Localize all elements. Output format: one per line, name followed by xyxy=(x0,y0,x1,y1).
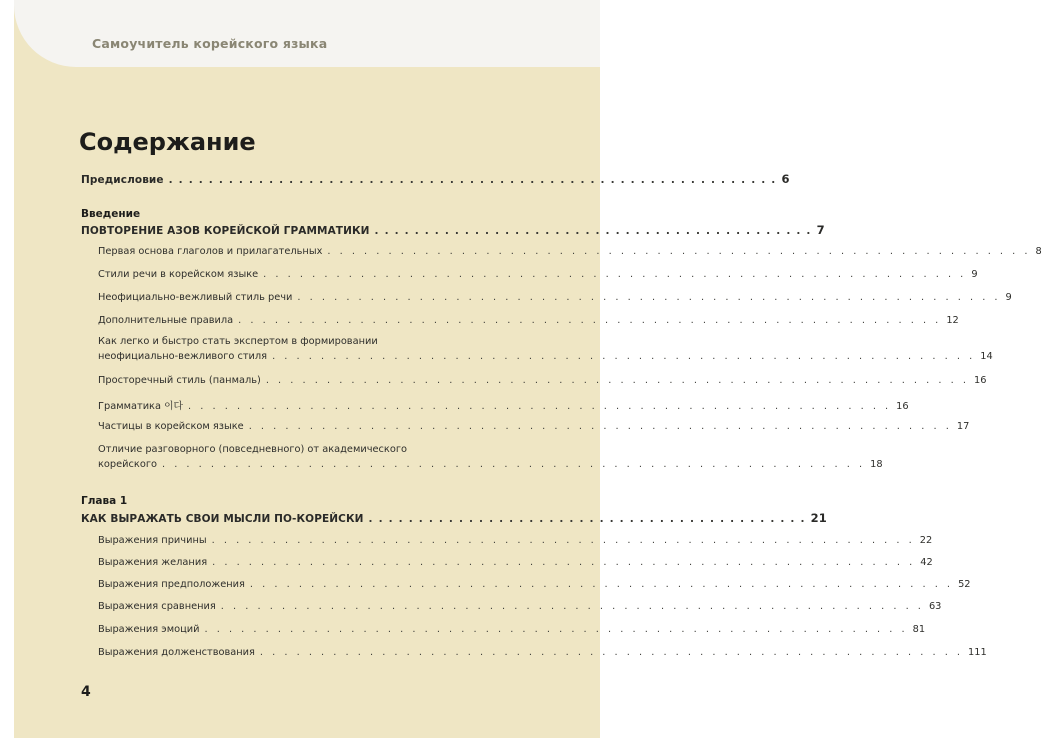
leader-dots: . . . . . . . . . . . . . . . . . . . . . . . . . . . . . . . . . . . . . . . . . . . . . . . . . . . . . . . . . . xyxy=(249,579,954,590)
toc-entry-label: Неофициально-вежливый стиль речи xyxy=(98,292,293,303)
leader-dots: . . . . . . . . . . . . . . . . . . . . . . . . . . . . . . . . . . . . . . . . . . . . . . . . . . . . . . . . . . . . . xyxy=(168,174,777,186)
toc-entry-label: Грамматика 이다 xyxy=(98,401,184,412)
toc-entry-label: Дополнительные правила xyxy=(98,315,234,326)
leader-dots: . . . . . . . . . . . . . . . . . . . . . . . . . . . . . . . . . . . . . . . . . . . . . . . . . . . . . . . . . . xyxy=(263,269,967,280)
toc-entry-page: 7 xyxy=(816,223,825,237)
toc-entry-page: 16 xyxy=(896,401,909,412)
toc-entry-page: 21 xyxy=(810,511,827,525)
toc-entry-line1: Как легко и быстро стать экспертом в формировании xyxy=(98,336,378,347)
toc-entry-label: Выражения предположения xyxy=(98,579,245,590)
leader-dots: . . . . . . . . . . . . . . . . . . . . . . . . . . . . . . . . . . . . . . . . . . . . . . . . . . . . . . . . . . xyxy=(188,401,892,412)
running-header-title: Самоучитель корейского языка xyxy=(92,36,328,51)
toc-entry-page: 17 xyxy=(956,421,970,432)
toc-entry[interactable] xyxy=(98,375,987,386)
toc-entry-page: 12 xyxy=(946,315,959,326)
toc-entry[interactable] xyxy=(98,398,909,412)
toc-entry-label: ПОВТОРЕНИЕ АЗОВ КОРЕЙСКОЙ ГРАММАТИКИ xyxy=(81,225,370,237)
page-number: 4 xyxy=(81,684,91,700)
toc-entry[interactable] xyxy=(98,421,970,432)
toc-entry[interactable] xyxy=(98,601,942,612)
leader-dots: . . . . . . . . . . . . . . . . . . . . . . . . . . . . . . . . . . . . . . . . . . . . . . . . . . . . . . . . . . xyxy=(248,421,952,432)
toc-entry[interactable] xyxy=(98,557,933,568)
leader-dots: . . . . . . . . . . . . . . . . . . . . . . . . . . . . . . . . . . . . . . . . . . . . . . . . . . . . . . . . . . xyxy=(161,459,866,470)
leader-dots: . . . . . . . . . . . . . . . . . . . . . . . . . . . . . . . . . . . . . . . . . . . . xyxy=(374,225,812,237)
leader-dots: . . . . . . . . . . . . . . . . . . . . . . . . . . . . . . . . . . . . . . . . . . . . . . . . . . . . . . . . . . xyxy=(238,315,942,326)
toc-entry-label: Частицы в корейском языке xyxy=(98,421,244,432)
toc-entry-preface[interactable] xyxy=(81,172,790,186)
section-label-intro: Введение xyxy=(81,208,141,220)
toc-entry[interactable] xyxy=(98,579,971,590)
toc-entry-label: Просторечный стиль (панмаль) xyxy=(98,375,261,386)
toc-title: Содержание xyxy=(79,128,256,156)
toc-entry-label: Предисловие xyxy=(81,174,164,186)
toc-entry-chapter1-heading[interactable] xyxy=(81,511,827,525)
toc-entry-label: КАК ВЫРАЖАТЬ СВОИ МЫСЛИ ПО-КОРЕЙСКИ xyxy=(81,513,364,525)
toc-entry-page: 111 xyxy=(968,647,987,658)
toc-entry[interactable] xyxy=(98,351,993,362)
toc-entry-page: 16 xyxy=(973,375,987,386)
toc-entry-page: 63 xyxy=(928,601,942,612)
toc-entry-label: Стили речи в корейском языке xyxy=(98,269,259,280)
toc-entry[interactable] xyxy=(98,269,978,280)
leader-dots: . . . . . . . . . . . . . . . . . . . . . . . . . . . . . . . . . . . . . . . . . . . . . . . . . . . . . . . . . . xyxy=(259,647,964,658)
leader-dots: . . . . . . . . . . . . . . . . . . . . . . . . . . . . . . . . . . . . . . . . . . . . . . . . . . . . . . . . . . xyxy=(211,535,915,546)
leader-dots: . . . . . . . . . . . . . . . . . . . . . . . . . . . . . . . . . . . . . . . . . . . . xyxy=(368,513,806,525)
leader-dots: . . . . . . . . . . . . . . . . . . . . . . . . . . . . . . . . . . . . . . . . . . . . . . . . . . . . . . . . . . xyxy=(220,601,924,612)
leader-dots: . . . . . . . . . . . . . . . . . . . . . . . . . . . . . . . . . . . . . . . . . . . . . . . . . . . . . . . . . . xyxy=(327,246,1031,257)
toc-entry-page: 22 xyxy=(919,535,933,546)
toc-entry-label: корейского xyxy=(98,459,157,470)
toc-entry-label: Выражения эмоций xyxy=(98,624,200,635)
toc-entry[interactable] xyxy=(98,459,883,470)
toc-entry-page: 18 xyxy=(870,459,883,470)
leader-dots: . . . . . . . . . . . . . . . . . . . . . . . . . . . . . . . . . . . . . . . . . . . . . . . . . . . . . . . . . . xyxy=(212,557,916,568)
toc-entry-line1: Отличие разговорного (повседневного) от академического xyxy=(98,444,407,455)
toc-entry-label: неофициально-вежливого стиля xyxy=(98,351,268,362)
toc-entry[interactable] xyxy=(98,624,926,635)
toc-entry[interactable] xyxy=(98,535,933,546)
toc-entry-page: 6 xyxy=(781,172,790,186)
toc-entry[interactable] xyxy=(98,246,1042,257)
toc-entry-page: 81 xyxy=(912,624,926,635)
header-band xyxy=(14,0,600,67)
toc-entry-page: 14 xyxy=(980,351,993,362)
section-label-chapter1: Глава 1 xyxy=(81,495,128,507)
toc-entry-page: 42 xyxy=(920,557,933,568)
toc-entry-label: Первая основа глаголов и прилагательных xyxy=(98,246,323,257)
toc-entry-page: 9 xyxy=(1005,292,1012,303)
toc-entry-page: 9 xyxy=(971,269,978,280)
toc-entry-label: Выражения причины xyxy=(98,535,207,546)
toc-entry-page: 8 xyxy=(1035,246,1042,257)
toc-entry[interactable] xyxy=(98,292,1012,303)
leader-dots: . . . . . . . . . . . . . . . . . . . . . . . . . . . . . . . . . . . . . . . . . . . . . . . . . . . . . . . . . . xyxy=(204,624,908,635)
toc-entry-label: Выражения сравнения xyxy=(98,601,216,612)
leader-dots: . . . . . . . . . . . . . . . . . . . . . . . . . . . . . . . . . . . . . . . . . . . . . . . . . . . . . . . . . . xyxy=(265,375,969,386)
leader-dots: . . . . . . . . . . . . . . . . . . . . . . . . . . . . . . . . . . . . . . . . . . . . . . . . . . . . . . . . . . xyxy=(297,292,1001,303)
toc-entry-label: Выражения долженствования xyxy=(98,647,255,658)
toc-entry-intro-heading[interactable] xyxy=(81,223,825,237)
toc-entry[interactable] xyxy=(98,315,959,326)
toc-entry-label: Выражения желания xyxy=(98,557,208,568)
toc-entry[interactable] xyxy=(98,647,987,658)
leader-dots: . . . . . . . . . . . . . . . . . . . . . . . . . . . . . . . . . . . . . . . . . . . . . . . . . . . . . . . . . . xyxy=(272,351,976,362)
toc-entry-page: 52 xyxy=(958,579,971,590)
